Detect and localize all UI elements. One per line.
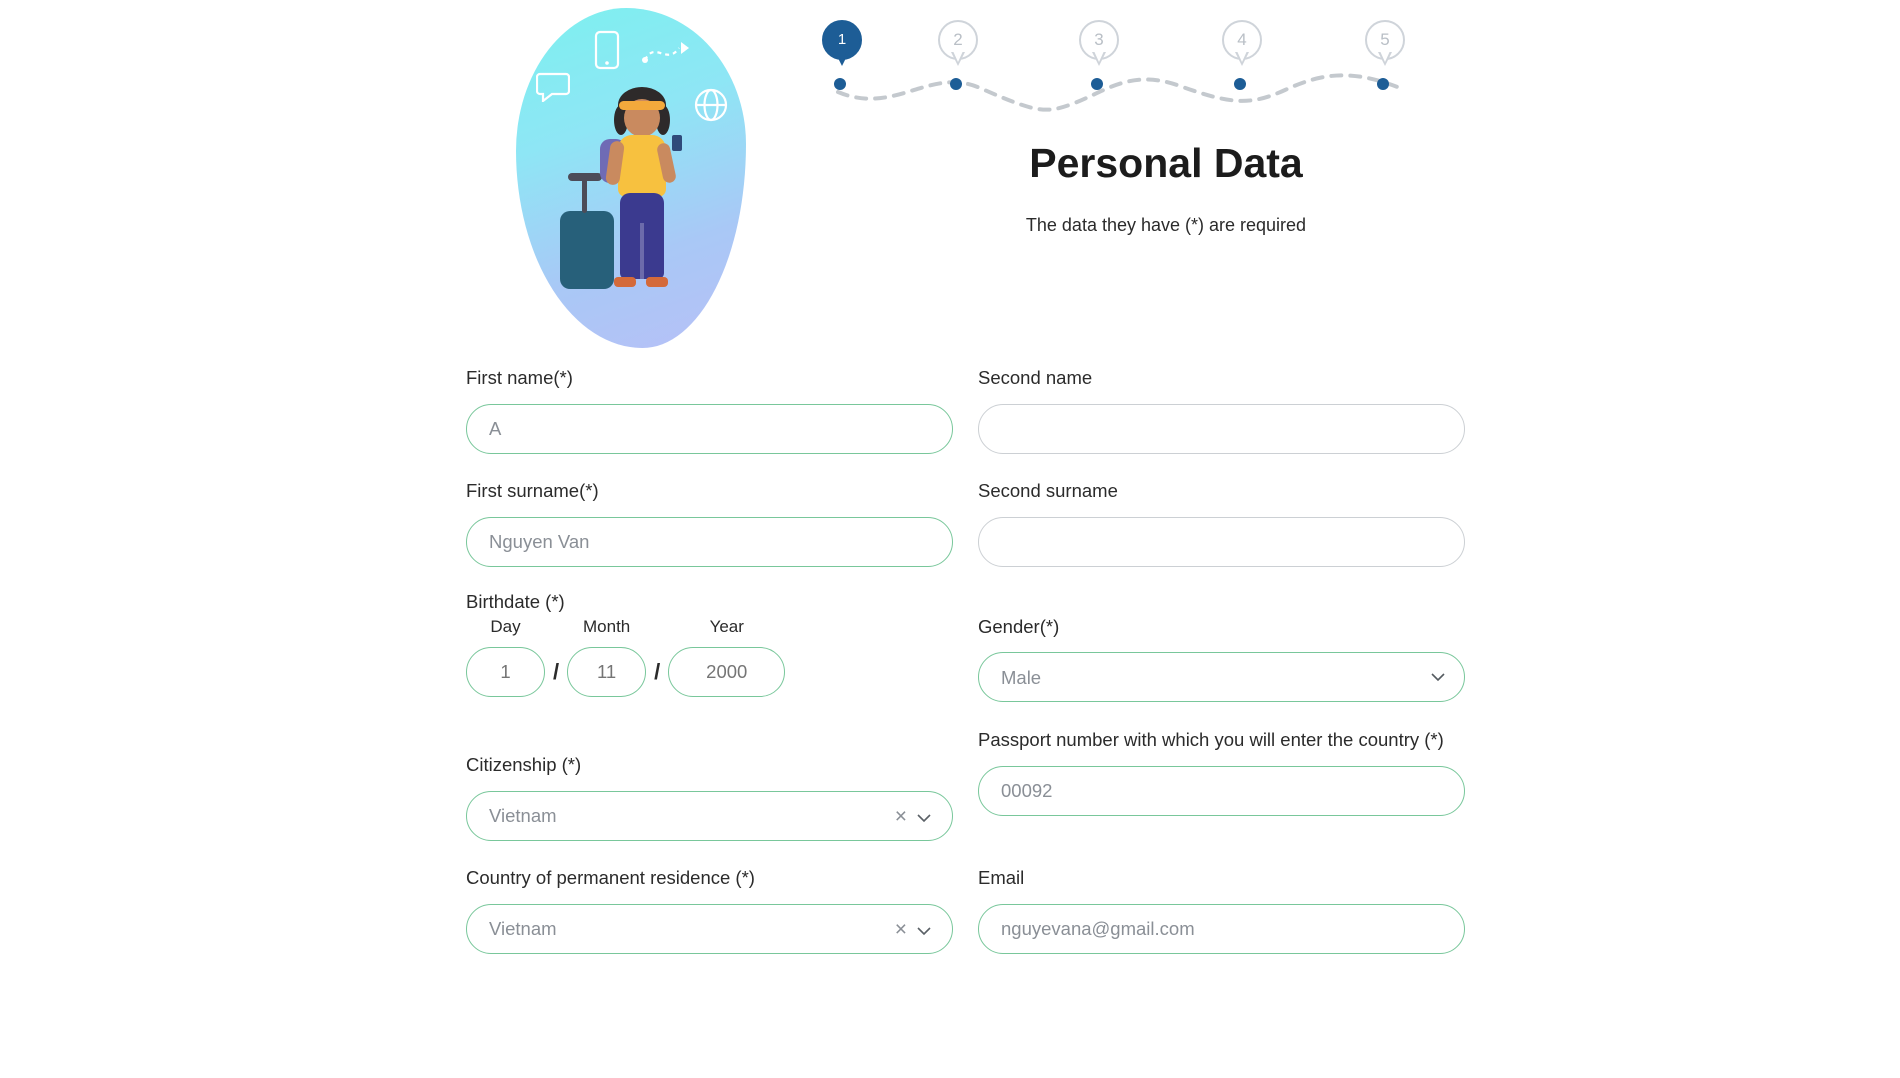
form-row-citizenship-passport — [466, 726, 1466, 841]
step-2-label: 2 — [953, 30, 963, 49]
first-name-label: First name(*) — [466, 367, 573, 388]
field-group-email — [978, 865, 1465, 954]
step-5[interactable] — [1363, 20, 1407, 76]
clear-icon[interactable]: × — [894, 805, 907, 829]
first-surname-input[interactable] — [466, 517, 953, 567]
birthdate-month-input[interactable] — [567, 647, 646, 697]
passport-label: Passport number with which you will enter the country (*) — [978, 729, 1444, 751]
form-row-residence-email — [466, 865, 1466, 954]
first-name-input[interactable] — [466, 404, 953, 454]
birthdate-day-label: Day — [490, 616, 521, 636]
clear-icon[interactable]: × — [894, 918, 907, 942]
field-group-citizenship — [466, 726, 953, 841]
traveler-figure — [588, 83, 698, 313]
step-1-dot — [834, 78, 846, 90]
field-group-first-surname — [466, 478, 953, 567]
chat-bubble-icon — [536, 70, 570, 107]
residence-input[interactable] — [466, 904, 953, 954]
residence-select-wrap — [466, 904, 953, 954]
step-4[interactable] — [1220, 20, 1264, 76]
globe-icon — [694, 88, 728, 127]
gender-label: Gender(*) — [978, 615, 1060, 637]
field-group-second-name — [978, 365, 1465, 454]
field-group-residence — [466, 865, 953, 954]
step-4-dot — [1234, 78, 1246, 90]
first-surname-label: First surname(*) — [466, 479, 599, 501]
birthdate-year-input[interactable] — [668, 647, 785, 697]
citizenship-select-wrap — [466, 791, 953, 841]
birthdate-year-label: Year — [709, 616, 744, 636]
birthdate-label: Birthdate (*) — [466, 590, 565, 612]
route-icon — [641, 36, 699, 75]
residence-label: Country of permanent residence (*) — [466, 867, 755, 889]
page-title: Personal Data — [1029, 140, 1303, 186]
field-group-passport — [978, 726, 1465, 841]
step-5-pin — [1365, 20, 1405, 60]
citizenship-input[interactable] — [466, 791, 953, 841]
step-2-pin — [938, 20, 978, 60]
step-4-label: 4 — [1237, 30, 1247, 49]
second-name-input[interactable] — [978, 404, 1465, 454]
step-1-label: 1 — [837, 31, 847, 48]
step-2[interactable] — [936, 20, 980, 76]
birthdate-year-cell — [668, 617, 785, 697]
field-group-birthdate — [466, 591, 953, 703]
page-subtitle: The data they have (*) are required — [1025, 215, 1307, 235]
field-group-gender — [978, 591, 1465, 703]
step-1-pin — [822, 20, 862, 60]
gender-select[interactable] — [978, 652, 1465, 702]
step-3-dot — [1091, 78, 1103, 90]
form-row-names — [466, 365, 1466, 454]
field-group-second-surname — [978, 478, 1465, 567]
passport-input[interactable] — [978, 766, 1465, 816]
birthdate-separator-1: / — [553, 658, 560, 684]
step-1[interactable] — [820, 20, 864, 76]
birthdate-inputs — [466, 617, 953, 697]
personal-data-form — [466, 365, 1466, 978]
citizenship-label: Citizenship (*) — [466, 754, 582, 776]
birthdate-month-label: Month — [583, 616, 631, 636]
progress-stepper — [820, 8, 1460, 118]
birthdate-separator-2: / — [654, 658, 661, 684]
email-input[interactable] — [978, 904, 1465, 954]
step-2-dot — [950, 78, 962, 90]
step-3-label: 3 — [1094, 30, 1104, 49]
field-group-first-name — [466, 365, 953, 454]
step-5-dot — [1377, 78, 1389, 90]
step-4-pin — [1222, 20, 1262, 60]
second-surname-label: Second surname — [978, 479, 1118, 501]
step-5-label: 5 — [1380, 30, 1390, 49]
form-row-birth-gender — [466, 591, 1466, 703]
birthdate-day-cell — [466, 617, 545, 697]
birthdate-day-input[interactable] — [466, 647, 545, 697]
form-row-surnames — [466, 478, 1466, 567]
gender-select-wrap — [978, 652, 1465, 702]
step-3[interactable] — [1077, 20, 1121, 76]
second-name-label: Second name — [978, 367, 1093, 388]
birthdate-month-cell — [567, 617, 646, 697]
second-surname-input[interactable] — [978, 517, 1465, 567]
step-3-pin — [1079, 20, 1119, 60]
email-label: Email — [978, 867, 1025, 889]
phone-icon — [594, 30, 620, 75]
